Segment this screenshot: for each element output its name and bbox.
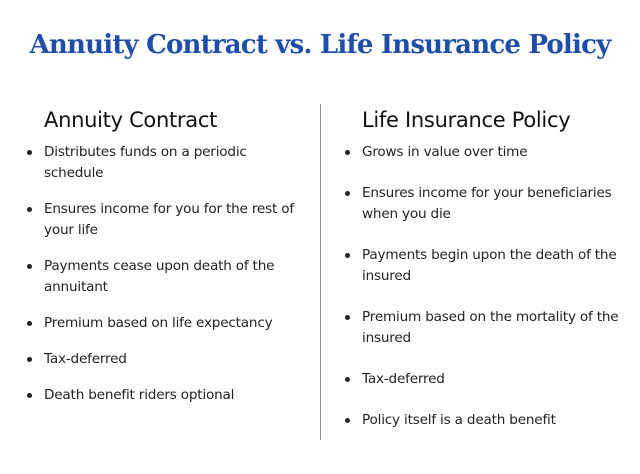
list-item-text: Premium based on the mortality of the insured bbox=[362, 309, 619, 346]
list-item bbox=[362, 245, 620, 287]
list-item bbox=[44, 199, 304, 241]
list-item-text: Tax-deferred bbox=[362, 371, 445, 387]
life-insurance-column bbox=[362, 106, 620, 451]
list-item bbox=[362, 369, 620, 390]
bullet-icon bbox=[345, 315, 350, 320]
list-item-text: Ensures income for your beneficiaries when you die bbox=[362, 185, 612, 222]
bullet-icon bbox=[27, 393, 32, 398]
bullet-icon bbox=[27, 264, 32, 269]
list-item bbox=[44, 349, 304, 370]
list-item-text: Death benefit riders optional bbox=[44, 387, 235, 403]
list-item bbox=[44, 256, 304, 298]
list-item bbox=[362, 410, 620, 431]
list-item-text: Premium based on life expectancy bbox=[44, 315, 273, 331]
bullet-icon bbox=[345, 418, 350, 423]
list-item-text: Tax-deferred bbox=[44, 351, 127, 367]
annuity-list bbox=[44, 142, 304, 406]
list-item bbox=[362, 183, 620, 225]
bullet-icon bbox=[345, 253, 350, 258]
page-title: Annuity Contract vs. Life Insurance Policy bbox=[29, 30, 611, 60]
bullet-icon bbox=[27, 321, 32, 326]
annuity-column bbox=[44, 106, 304, 421]
annuity-heading: Annuity Contract bbox=[44, 108, 218, 132]
bullet-icon bbox=[27, 150, 32, 155]
life-insurance-list bbox=[362, 142, 620, 431]
list-item-text: Distributes funds on a periodic schedule bbox=[44, 144, 247, 181]
list-item bbox=[44, 142, 304, 184]
list-item bbox=[362, 142, 620, 163]
list-item bbox=[44, 385, 304, 406]
list-item-text: Ensures income for you for the rest of your life bbox=[44, 201, 294, 238]
bullet-icon bbox=[345, 191, 350, 196]
bullet-icon bbox=[27, 357, 32, 362]
list-item bbox=[44, 313, 304, 334]
bullet-icon bbox=[345, 150, 350, 155]
column-divider bbox=[320, 104, 321, 440]
bullet-icon bbox=[27, 207, 32, 212]
list-item-text: Payments cease upon death of the annuitant bbox=[44, 258, 275, 295]
life-insurance-heading: Life Insurance Policy bbox=[362, 108, 571, 132]
list-item-text: Grows in value over time bbox=[362, 144, 528, 160]
list-item-text: Payments begin upon the death of the insured bbox=[362, 247, 617, 284]
list-item bbox=[362, 307, 620, 349]
bullet-icon bbox=[345, 377, 350, 382]
list-item-text: Policy itself is a death benefit bbox=[362, 412, 556, 428]
